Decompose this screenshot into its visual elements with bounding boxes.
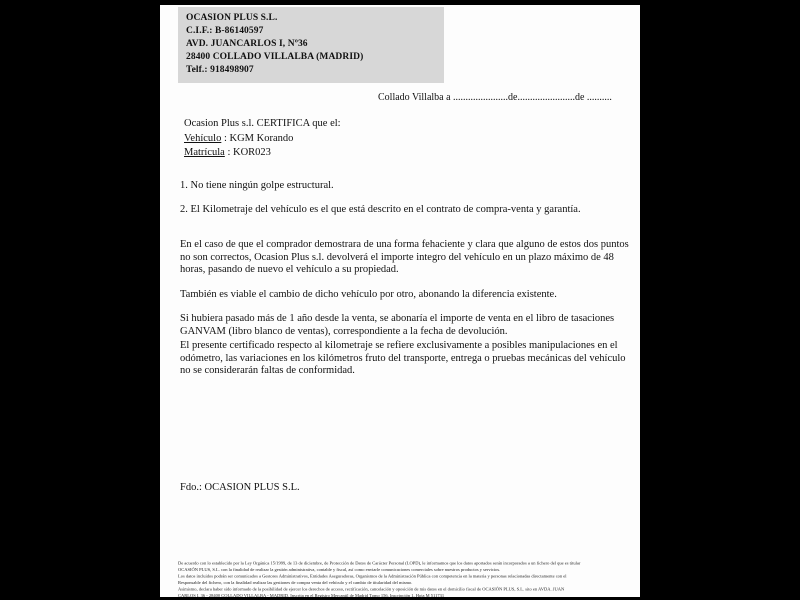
company-name: OCASION PLUS S.L. <box>186 13 278 23</box>
vehicle-value: : KGM Korando <box>223 133 294 144</box>
certifies-line: Ocasion Plus s.l. CERTIFICA que el: <box>184 118 341 129</box>
exchange-paragraph: También es viable el cambio de dicho vehículo por otro, abonando la diferencia existente. <box>180 289 557 300</box>
ganvam-paragraph: Si hubiera pasado más de 1 año desde la venta, se abonaría el importe de venta en el libro de tasaciones GANVAM (libro blanco de ventas), correspondiente a la fecha de devolución. <box>180 313 615 337</box>
company-phone: Telf.: 918498907 <box>186 65 254 75</box>
odometer-paragraph: El presente certificado respecto al kilometraje se refiere exclusivamente a posibles manipulaciones en el odómetro, las variaciones en los kilómetros fruto del transporte, entrega o pruebas mecánicas del vehículo no se considerarán faltas de conformidad. <box>180 340 626 376</box>
legal-line: Los datos incluidos podrán ser comunicados a Gestores Administrativos, Entidades Aseguradoras, Organismos de la Administración Pública con competencia en la materia y personas relacionadas directamente con el <box>178 573 567 579</box>
plate-line <box>184 147 271 158</box>
legal-line: CARLOS I, 36 - 28400 COLLADO VILLALBA - MADRID. Inscrita en el Registro Mercantil de Madrid Tomo 156, Inscripción 1, Hoja M 511731 <box>178 593 445 598</box>
company-cif: C.I.F.: B-86140597 <box>186 26 264 36</box>
company-city: 28400 COLLADO VILLALBA (MADRID) <box>186 52 364 62</box>
date-line: Collado Villalba a ......................de.......................de .......... <box>378 92 612 103</box>
certificate-page <box>160 5 640 597</box>
signature-line: Fdo.: OCASION PLUS S.L. <box>180 482 300 493</box>
legal-fine-print <box>178 560 618 599</box>
legal-line: OCASIÓN PLUS, S.L. con la finalidad de realizar la gestión administrativa, contable y fiscal, así como enviarle comunicaciones comerciales sobre nuestros productos y servicios. <box>178 567 501 572</box>
vehicle-line <box>184 133 293 144</box>
plate-label: Matrícula <box>184 147 225 158</box>
vehicle-label: Vehículo <box>184 133 222 144</box>
certificate-point-1: 1. No tiene ningún golpe estructural. <box>180 180 334 191</box>
legal-line: Responsable del fichero, con la finalidad realizar las gestiones de compra venta del vehículo y el cambio de titularidad del mismo. <box>178 580 413 585</box>
plate-value: : KOR023 <box>227 147 271 158</box>
certificate-point-2: 2. El Kilometraje del vehículo es el que está descrito en el contrato de compra-venta y garantía. <box>180 204 581 215</box>
legal-line: De acuerdo con lo establecido por la Ley Orgánica 15/1999, de 13 de diciembre, de Protección de Datos de Carácter Personal (LOPD), le informamos que los datos aportados serán incorporados a un fichero del que es titular <box>178 560 581 566</box>
refund-paragraph: En el caso de que el comprador demostrara de una forma fehaciente y clara que alguno de estos dos puntos no son correctos, Ocasion Plus s.l. devolverá el importe integro del vehículo en un plazo máximo de 48 horas, pasando de nuevo el vehículo a su propiedad. <box>180 239 629 275</box>
company-header-block <box>178 7 444 83</box>
legal-line: Asimismo, declara haber sido informado de la posibilidad de ejercer los derechos de acceso, rectificación, cancelación y oposición de mis datos en el domicilio fiscal de OCASIÓN PLUS, S.L. sito en AVDA. JUAN <box>178 586 565 592</box>
company-address: AVD. JUANCARLOS I, Nº36 <box>186 39 308 49</box>
